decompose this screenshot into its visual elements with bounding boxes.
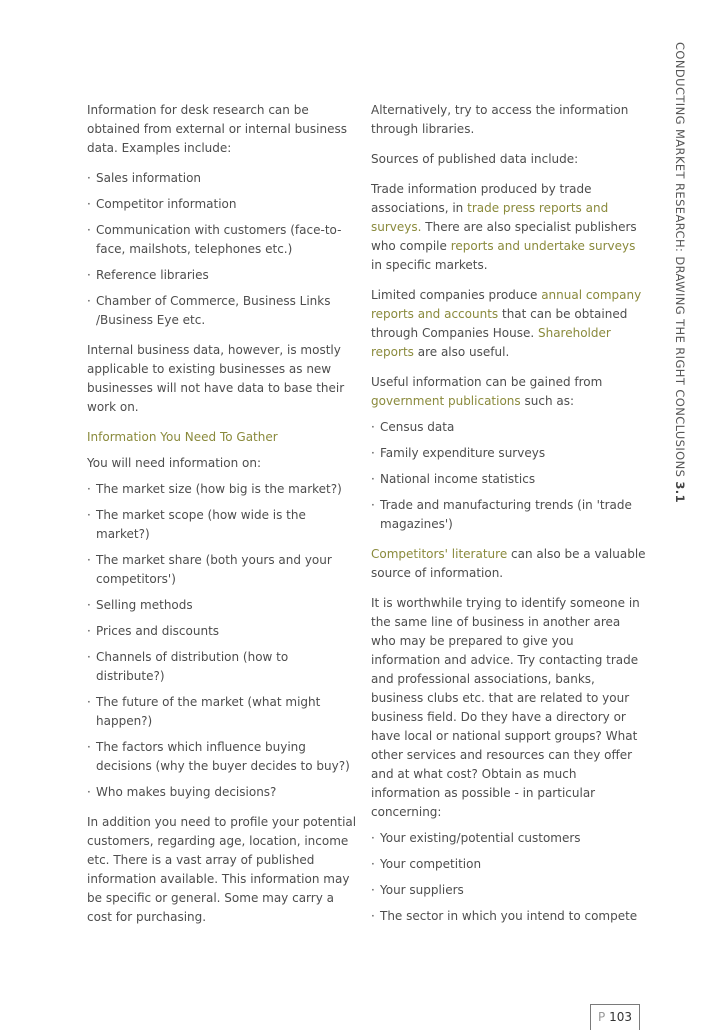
list-item: · Who makes buying decisions?: [87, 783, 357, 802]
section-heading: Information You Need To Gather: [87, 430, 278, 444]
libraries-paragraph: Alternatively, try to access the information through libraries.: [371, 103, 629, 136]
list-item: · The factors which influence buying decisions (why the buyer decides to buy?): [87, 738, 357, 776]
list-item: · Census data: [371, 418, 646, 437]
list-item: · The market size (how big is the market?): [87, 480, 357, 499]
list-item: · Selling methods: [87, 596, 357, 615]
page-prefix: P: [598, 1010, 606, 1024]
list-item: · Channels of distribution (how to distribute?): [87, 648, 357, 686]
list-item: · Competitor information: [87, 195, 357, 214]
competitors-paragraph: [371, 545, 646, 583]
concerning-list: [371, 829, 646, 926]
highlight-government-publications: government publications: [371, 394, 521, 408]
intro-paragraph: Information for desk research can be obtained from external or internal business data. Examples include:: [87, 103, 347, 155]
highlight-competitors-literature: Competitors' literature: [371, 547, 508, 561]
text-run: There are also specialist publishers who compile: [371, 220, 637, 253]
worthwhile-paragraph: It is worthwhile trying to identify someone in the same line of business in another area who may be prepared to give you information and advice. Try contacting trade and professional associations, banks, business clubs etc. that are related to your business field. Do they have a directory or have local or national support groups? What other services and resources can they offer and at what cost? Obtain as much information as possible - in particular concerning:: [371, 596, 640, 819]
highlight-shareholder-reports: Shareholder reports: [371, 326, 611, 359]
right-column: [371, 101, 646, 937]
list-item: · The market share (both yours and your competitors'): [87, 551, 357, 589]
list-item: · The market scope (how wide is the market?): [87, 506, 357, 544]
section-title: [673, 42, 687, 503]
text-run: that can be obtained through Companies House.: [371, 307, 628, 340]
limited-paragraph: [371, 286, 646, 362]
list-item: · Your existing/potential customers: [371, 829, 646, 848]
list-item: · The sector in which you intend to compete: [371, 907, 646, 926]
highlight-reports-surveys: reports and undertake surveys: [450, 239, 636, 253]
profile-paragraph: In addition you need to profile your potential customers, regarding age, location, income etc. There is a vast array of published information available. This information may be specific or general. Some may carry a cost for purchasing.: [87, 815, 357, 924]
list-item: · The future of the market (what might happen?): [87, 693, 357, 731]
list-item: · Your suppliers: [371, 881, 646, 900]
text-run: are also useful.: [413, 345, 510, 359]
useful-paragraph: [371, 373, 646, 411]
need-intro: You will need information on:: [87, 456, 261, 470]
list-item: · Your competition: [371, 855, 646, 874]
examples-list: [87, 169, 357, 330]
list-item: · Sales information: [87, 169, 357, 188]
text-run: Trade information produced by trade associations, in: [371, 182, 592, 215]
text-run: Limited companies produce: [371, 288, 542, 302]
left-column: [87, 101, 357, 938]
list-item: · Trade and manufacturing trends (in 'trade magazines'): [371, 496, 646, 534]
text-run: Useful information can be gained from: [371, 375, 603, 389]
list-item: · Reference libraries: [87, 266, 357, 285]
list-item: · Prices and discounts: [87, 622, 357, 641]
list-item: · National income statistics: [371, 470, 646, 489]
government-list: [371, 418, 646, 534]
list-item: · Communication with customers (face-to-face, mailshots, telephones etc.): [87, 221, 357, 259]
list-item: · Chamber of Commerce, Business Links /Business Eye etc.: [87, 292, 357, 330]
section-title-text: CONDUCTING MARKET RESEARCH: DRAWING THE RIGHT CONCLUSIONS: [673, 42, 687, 478]
section-number: 3.1: [673, 481, 687, 503]
list-item: · Family expenditure surveys: [371, 444, 646, 463]
highlight-annual-reports: annual company reports and accounts: [371, 288, 642, 321]
page-number-value: 103: [609, 1010, 632, 1024]
trade-paragraph: [371, 180, 646, 275]
internal-data-paragraph: Internal business data, however, is mostly applicable to existing businesses as new businesses will not have data to base their work on.: [87, 343, 345, 414]
text-run: in specific markets.: [371, 258, 488, 272]
text-run: can also be a valuable source of information.: [371, 547, 646, 580]
sources-paragraph: Sources of published data include:: [371, 152, 579, 166]
page-number: [590, 1004, 640, 1030]
needs-list: [87, 480, 357, 802]
text-run: such as:: [520, 394, 575, 408]
highlight-trade-press: trade press reports and surveys.: [371, 201, 609, 234]
